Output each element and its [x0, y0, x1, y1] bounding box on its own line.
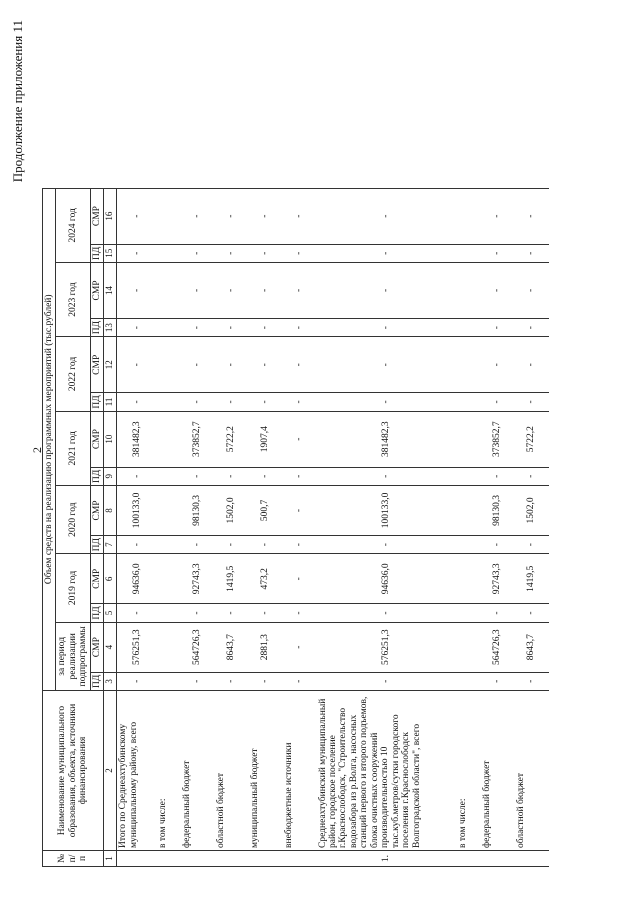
value-cell	[457, 411, 481, 467]
value-cell: -	[215, 467, 249, 485]
column-index: 14	[104, 262, 117, 318]
value-cell	[157, 467, 181, 485]
value-cell: -	[249, 188, 283, 244]
header-smr: СМР	[90, 337, 103, 393]
header-year: 2022 год	[56, 337, 90, 411]
value-cell: 373852,7	[181, 411, 215, 467]
value-cell	[457, 554, 481, 604]
value-cell: -	[249, 604, 283, 622]
column-index: 6	[104, 554, 117, 604]
table-row	[157, 188, 181, 866]
value-cell: -	[481, 262, 515, 318]
row-name: областной бюджет	[215, 691, 249, 851]
value-cell: -	[117, 244, 157, 262]
table-row	[515, 188, 549, 866]
value-cell: -	[249, 244, 283, 262]
value-cell: -	[181, 188, 215, 244]
value-cell: -	[215, 393, 249, 411]
budget-table	[42, 188, 549, 867]
header-pd: ПД	[90, 672, 103, 690]
column-index: 13	[104, 318, 117, 336]
value-cell: -	[481, 188, 515, 244]
value-cell: -	[249, 467, 283, 485]
header-name: Наименование муниципального образования, объекта, источники финансирования	[43, 691, 104, 851]
header-year: 2020 год	[56, 485, 90, 553]
value-cell: -	[283, 535, 317, 553]
value-cell: -	[249, 318, 283, 336]
value-cell: -	[481, 672, 515, 690]
column-index: 16	[104, 188, 117, 244]
header-pd: ПД	[90, 467, 103, 485]
table-row	[457, 188, 481, 866]
value-cell: -	[317, 393, 457, 411]
header-group: Объем средств на реализацию программных мероприятий (тыс.рублей)	[43, 188, 56, 690]
row-name: в том числе:	[457, 691, 481, 851]
value-cell: 373852,7	[481, 411, 515, 467]
header-smr: СМР	[90, 622, 103, 672]
value-cell	[457, 244, 481, 262]
column-index: 12	[104, 337, 117, 393]
value-cell: -	[283, 622, 317, 672]
value-cell: 1419,5	[515, 554, 549, 604]
value-cell: -	[283, 393, 317, 411]
value-cell: -	[481, 337, 515, 393]
value-cell: -	[117, 535, 157, 553]
row-name: Среднеахтубинский муниципальный район, городское поселение г.Краснослободск, "Строительство водозабора из р.Волга, насосных станций первого и второго подъемов, блока очистных сооружений производительностью 10 тыс.куб.метров/сутки городского поселения г.Краснослободск Волгоградской области", всего	[317, 691, 457, 851]
value-cell: -	[117, 672, 157, 690]
value-cell: 564726,3	[181, 622, 215, 672]
row-name: муниципальный бюджет	[249, 691, 283, 851]
row-name: Итого по Среднеахтубинскому муниципальному району, всего	[117, 691, 157, 851]
value-cell: 500,7	[249, 485, 283, 535]
header-period: за период реализации подпрограммы	[56, 622, 90, 690]
column-index: 7	[104, 535, 117, 553]
row-name: федеральный бюджет	[481, 691, 515, 851]
value-cell: -	[283, 485, 317, 535]
row-number	[249, 851, 283, 867]
value-cell	[157, 604, 181, 622]
value-cell	[457, 262, 481, 318]
value-cell: -	[283, 554, 317, 604]
value-cell: -	[317, 467, 457, 485]
value-cell	[457, 393, 481, 411]
value-cell	[457, 535, 481, 553]
value-cell: 98130,3	[181, 485, 215, 535]
value-cell: -	[249, 262, 283, 318]
row-number	[157, 851, 181, 867]
row-number	[181, 851, 215, 867]
table-row	[181, 188, 215, 866]
column-index: 11	[104, 393, 117, 411]
value-cell: -	[283, 672, 317, 690]
value-cell: 100133,0	[117, 485, 157, 535]
value-cell: -	[317, 188, 457, 244]
value-cell: -	[249, 337, 283, 393]
table-row	[117, 188, 157, 866]
value-cell: 576251,3	[117, 622, 157, 672]
value-cell: -	[249, 672, 283, 690]
value-cell: 1419,5	[215, 554, 249, 604]
value-cell	[157, 262, 181, 318]
header-pd: ПД	[90, 318, 103, 336]
value-cell: -	[117, 337, 157, 393]
value-cell	[157, 622, 181, 672]
value-cell: 1502,0	[515, 485, 549, 535]
column-index: 3	[104, 672, 117, 690]
value-cell: -	[181, 337, 215, 393]
value-cell: -	[283, 262, 317, 318]
value-cell: -	[181, 604, 215, 622]
value-cell: -	[481, 244, 515, 262]
value-cell: -	[515, 467, 549, 485]
row-name: в том числе:	[157, 691, 181, 851]
value-cell: -	[283, 604, 317, 622]
header-year: 2024 год	[56, 188, 90, 262]
header-pd: ПД	[90, 393, 103, 411]
value-cell: -	[215, 604, 249, 622]
value-cell: -	[117, 604, 157, 622]
column-index: 4	[104, 622, 117, 672]
row-number: 1.	[317, 851, 457, 867]
value-cell: -	[249, 393, 283, 411]
value-cell: -	[215, 672, 249, 690]
value-cell	[457, 318, 481, 336]
value-cell: -	[181, 318, 215, 336]
value-cell: -	[117, 188, 157, 244]
table-row	[283, 188, 317, 866]
continuation-title: Продолжение приложения 11	[10, 20, 25, 183]
value-cell: -	[317, 672, 457, 690]
column-index: 9	[104, 467, 117, 485]
value-cell	[157, 318, 181, 336]
value-cell: -	[515, 337, 549, 393]
row-name: областной бюджет	[515, 691, 549, 851]
column-index: 10	[104, 411, 117, 467]
header-smr: СМР	[90, 411, 103, 467]
value-cell: -	[481, 604, 515, 622]
value-cell	[157, 244, 181, 262]
value-cell: 94636,0	[317, 554, 457, 604]
value-cell: -	[515, 318, 549, 336]
value-cell	[457, 467, 481, 485]
value-cell: 1502,0	[215, 485, 249, 535]
value-cell: -	[181, 262, 215, 318]
row-number	[515, 851, 549, 867]
header-year: 2023 год	[56, 262, 90, 336]
value-cell	[457, 188, 481, 244]
value-cell: -	[215, 262, 249, 318]
value-cell: 8643,7	[515, 622, 549, 672]
value-cell: -	[317, 337, 457, 393]
row-number	[457, 851, 481, 867]
table-row	[317, 188, 457, 866]
value-cell: 92743,3	[481, 554, 515, 604]
row-number	[117, 851, 157, 867]
value-cell: -	[515, 604, 549, 622]
value-cell: -	[215, 337, 249, 393]
value-cell: -	[515, 535, 549, 553]
value-cell	[457, 672, 481, 690]
row-number	[215, 851, 249, 867]
row-name: внебюджетные источники	[283, 691, 317, 851]
value-cell: -	[283, 411, 317, 467]
value-cell	[457, 337, 481, 393]
header-year: 2019 год	[56, 554, 90, 622]
row-number	[283, 851, 317, 867]
value-cell: -	[515, 672, 549, 690]
value-cell: 98130,3	[481, 485, 515, 535]
value-cell: -	[283, 337, 317, 393]
value-cell: -	[317, 262, 457, 318]
value-cell: -	[117, 318, 157, 336]
value-cell: -	[215, 188, 249, 244]
value-cell: 5722,2	[515, 411, 549, 467]
value-cell: -	[283, 318, 317, 336]
value-cell: -	[249, 535, 283, 553]
row-number	[481, 851, 515, 867]
value-cell: 94636,0	[117, 554, 157, 604]
value-cell: -	[317, 604, 457, 622]
value-cell: -	[181, 393, 215, 411]
value-cell: 473,2	[249, 554, 283, 604]
value-cell: -	[117, 393, 157, 411]
value-cell: 381482,3	[117, 411, 157, 467]
column-index: 2	[104, 691, 117, 851]
value-cell: -	[515, 188, 549, 244]
value-cell: -	[481, 318, 515, 336]
column-index: 15	[104, 244, 117, 262]
value-cell: -	[215, 318, 249, 336]
table-row	[249, 188, 283, 866]
value-cell: -	[181, 672, 215, 690]
value-cell: -	[215, 244, 249, 262]
header-smr: СМР	[90, 262, 103, 318]
value-cell	[157, 337, 181, 393]
value-cell	[157, 188, 181, 244]
value-cell	[157, 485, 181, 535]
column-index: 8	[104, 485, 117, 535]
value-cell: -	[481, 535, 515, 553]
value-cell: 381482,3	[317, 411, 457, 467]
header-year: 2021 год	[56, 411, 90, 485]
header-pd: ПД	[90, 244, 103, 262]
header-smr: СМР	[90, 554, 103, 604]
value-cell	[457, 622, 481, 672]
value-cell	[457, 485, 481, 535]
value-cell	[157, 672, 181, 690]
value-cell: -	[181, 535, 215, 553]
value-cell: 8643,7	[215, 622, 249, 672]
value-cell	[457, 604, 481, 622]
value-cell	[157, 411, 181, 467]
value-cell: -	[283, 244, 317, 262]
table-row	[215, 188, 249, 866]
value-cell: 100133,0	[317, 485, 457, 535]
table-row	[481, 188, 515, 866]
value-cell: -	[317, 318, 457, 336]
header-smr: СМР	[90, 485, 103, 535]
header-pd: ПД	[90, 535, 103, 553]
value-cell: -	[481, 467, 515, 485]
column-index: 1	[104, 851, 117, 867]
value-cell: 1907,4	[249, 411, 283, 467]
value-cell: 5722,2	[215, 411, 249, 467]
value-cell: -	[117, 467, 157, 485]
value-cell: -	[481, 393, 515, 411]
value-cell	[157, 535, 181, 553]
value-cell	[157, 393, 181, 411]
value-cell: 2881,3	[249, 622, 283, 672]
value-cell: -	[283, 188, 317, 244]
value-cell: -	[181, 467, 215, 485]
page-number: 2	[30, 447, 44, 453]
header-smr: СМР	[90, 188, 103, 244]
value-cell: 576251,3	[317, 622, 457, 672]
value-cell: -	[283, 467, 317, 485]
value-cell: -	[317, 244, 457, 262]
value-cell: -	[181, 244, 215, 262]
value-cell	[157, 554, 181, 604]
column-index: 5	[104, 604, 117, 622]
value-cell: 92743,3	[181, 554, 215, 604]
value-cell: -	[317, 535, 457, 553]
row-name: федеральный бюджет	[181, 691, 215, 851]
header-pd: ПД	[90, 604, 103, 622]
header-num: № п/п	[43, 851, 104, 867]
value-cell: 564726,3	[481, 622, 515, 672]
value-cell: -	[515, 262, 549, 318]
value-cell: -	[215, 535, 249, 553]
value-cell: -	[515, 244, 549, 262]
value-cell: -	[515, 393, 549, 411]
value-cell: -	[117, 262, 157, 318]
